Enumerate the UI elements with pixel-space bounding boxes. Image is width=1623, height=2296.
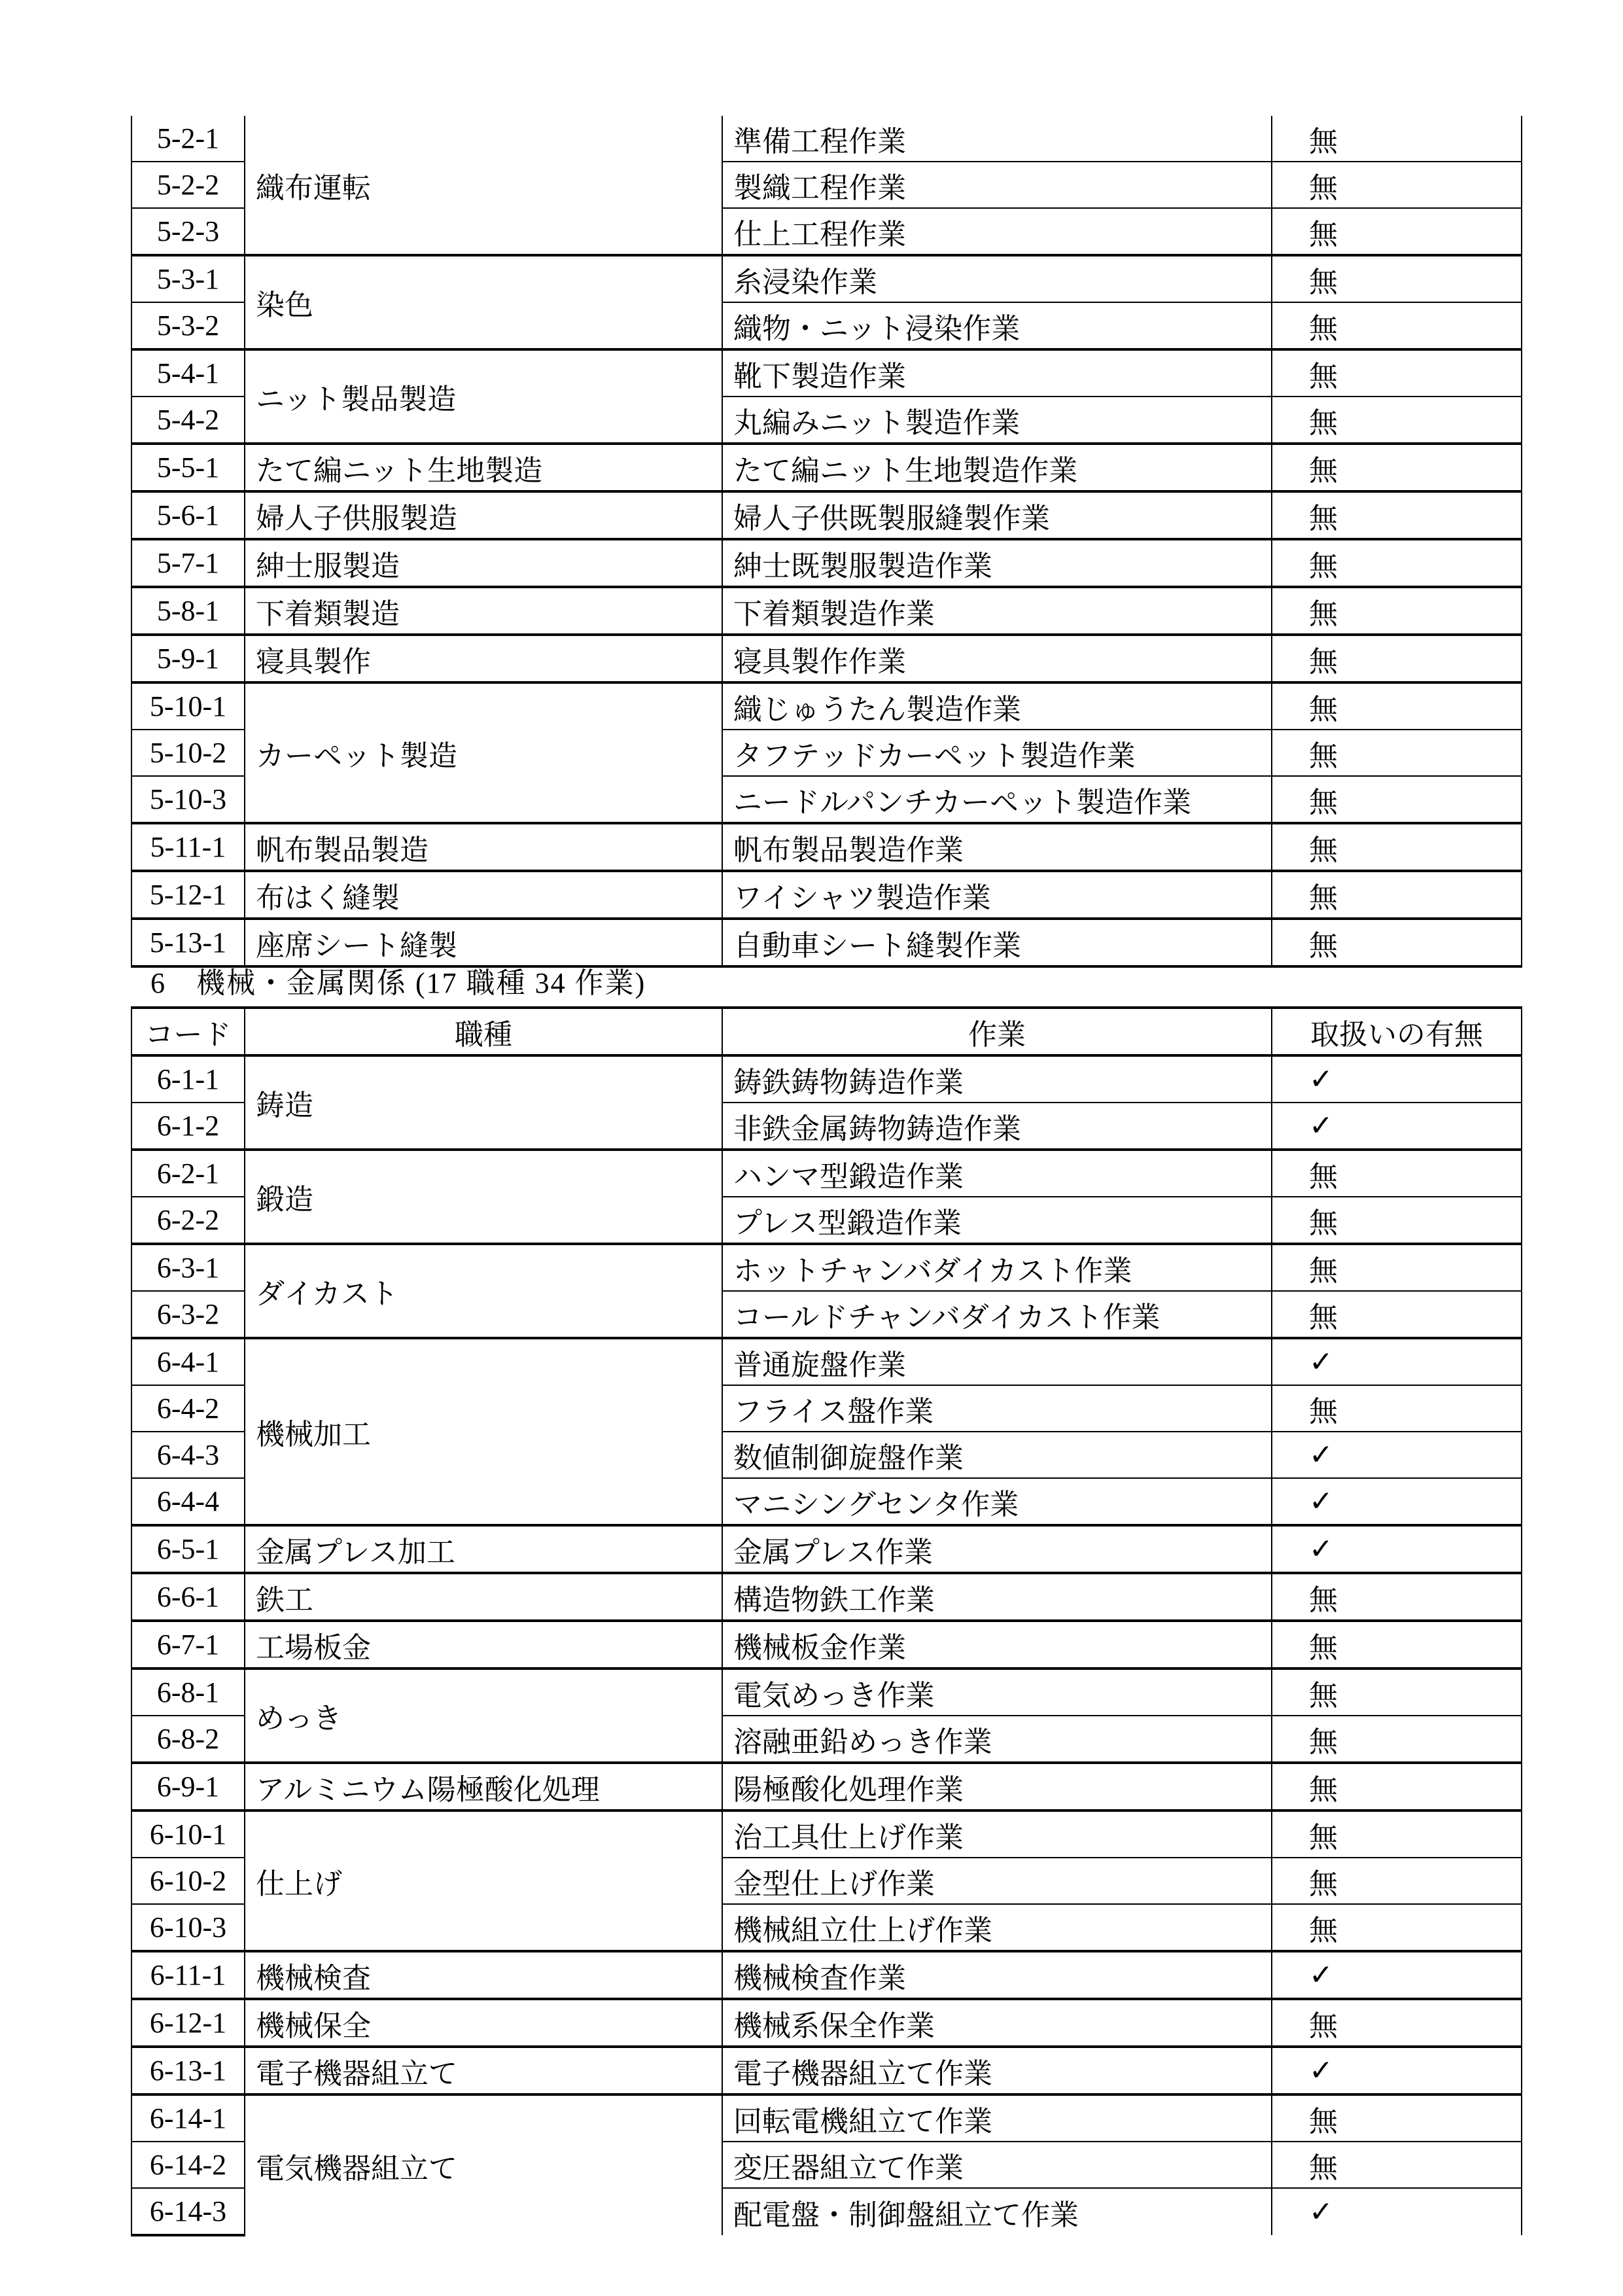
availability-cell: [1272, 1103, 1522, 1150]
availability-cell: 無: [1272, 1810, 1522, 1858]
job-cell: 金属プレス加工: [245, 1525, 722, 1573]
code-cell: 6-10-1: [131, 1810, 245, 1858]
table-row: [131, 1763, 1522, 1810]
availability-cell: [1272, 1055, 1522, 1103]
work-cell: 機械系保全作業: [722, 1999, 1272, 2047]
code-cell: 6-7-1: [131, 1621, 245, 1669]
job-cell: 工場板金: [245, 1621, 722, 1669]
table-row: [131, 823, 1522, 871]
job-cell: 鉄工: [245, 1573, 722, 1621]
work-cell: 非鉄金属鋳物鋳造作業: [722, 1103, 1272, 1150]
job-cell: 紳士服製造: [245, 539, 722, 587]
job-cell: 座席シート縫製: [245, 919, 722, 966]
availability-cell: 無: [1272, 1244, 1522, 1291]
availability-cell: [1272, 1951, 1522, 1999]
work-cell: 普通旋盤作業: [722, 1338, 1272, 1385]
job-cell: カーペット製造: [245, 682, 722, 823]
table-row: [131, 871, 1522, 919]
work-cell: フライス盤作業: [722, 1385, 1272, 1432]
availability-cell: 無: [1272, 587, 1522, 635]
work-cell: 自動車シート縫製作業: [722, 919, 1272, 966]
table-row: [131, 1669, 1522, 1716]
code-cell: 5-2-2: [131, 162, 245, 208]
availability-cell: [1272, 2047, 1522, 2094]
code-cell: 5-11-1: [131, 823, 245, 871]
work-cell: 婦人子供既製服縫製作業: [722, 491, 1272, 539]
work-cell: 紳士既製服製造作業: [722, 539, 1272, 587]
availability-cell: [1272, 2188, 1522, 2235]
work-cell: 帆布製品製造作業: [722, 823, 1272, 871]
job-cell: 帆布製品製造: [245, 823, 722, 871]
availability-cell: 無: [1272, 1669, 1522, 1716]
table-row: [131, 1244, 1522, 1291]
check-icon: ✓: [1309, 1063, 1333, 1096]
table-row: [131, 491, 1522, 539]
work-cell: 変圧器組立て作業: [722, 2142, 1272, 2188]
availability-cell: 無: [1272, 1197, 1522, 1244]
work-cell: タフテッドカーペット製造作業: [722, 730, 1272, 776]
code-cell: 6-10-2: [131, 1858, 245, 1904]
section5-table-body: [131, 116, 1522, 966]
check-icon: ✓: [1309, 2195, 1333, 2229]
job-cell: 寝具製作: [245, 635, 722, 682]
check-icon: ✓: [1309, 2054, 1333, 2087]
job-cell: 機械保全: [245, 1999, 722, 2047]
table-row: [131, 2094, 1522, 2142]
job-cell: 染色: [245, 255, 722, 349]
code-cell: 6-2-1: [131, 1150, 245, 1197]
table-row: [131, 1999, 1522, 2047]
work-cell: 製織工程作業: [722, 162, 1272, 208]
table-row: [131, 682, 1522, 730]
section6-table-body: [131, 1055, 1522, 2235]
work-cell: 糸浸染作業: [722, 255, 1272, 302]
availability-cell: 無: [1272, 871, 1522, 919]
check-icon: ✓: [1309, 1345, 1333, 1379]
work-cell: 機械検査作業: [722, 1951, 1272, 1999]
code-cell: 6-3-2: [131, 1291, 245, 1338]
table-row: [131, 1951, 1522, 1999]
code-cell: 5-13-1: [131, 919, 245, 966]
job-cell: 電気機器組立て: [245, 2094, 722, 2235]
code-cell: 5-3-1: [131, 255, 245, 302]
section5-table: [131, 116, 1522, 968]
availability-cell: 無: [1272, 730, 1522, 776]
availability-cell: 無: [1272, 635, 1522, 682]
code-cell: 6-4-4: [131, 1478, 245, 1525]
availability-cell: 無: [1272, 1573, 1522, 1621]
work-cell: 金型仕上げ作業: [722, 1858, 1272, 1904]
job-cell: 電子機器組立て: [245, 2047, 722, 2094]
availability-cell: 無: [1272, 682, 1522, 730]
job-cell: 婦人子供服製造: [245, 491, 722, 539]
job-cell: ニット製品製造: [245, 349, 722, 444]
job-cell: 布はく縫製: [245, 871, 722, 919]
job-cell: たて編ニット生地製造: [245, 444, 722, 491]
availability-cell: 無: [1272, 491, 1522, 539]
code-cell: 6-2-2: [131, 1197, 245, 1244]
code-cell: 6-8-2: [131, 1716, 245, 1763]
code-cell: 5-8-1: [131, 587, 245, 635]
work-cell: 織じゅうたん製造作業: [722, 682, 1272, 730]
table-row: [131, 116, 1522, 162]
table-row: [131, 1150, 1522, 1197]
code-cell: 6-4-3: [131, 1432, 245, 1478]
availability-cell: [1272, 1338, 1522, 1385]
code-cell: 6-9-1: [131, 1763, 245, 1810]
header-work: 作業: [722, 1008, 1272, 1055]
availability-cell: 無: [1272, 2142, 1522, 2188]
work-cell: コールドチャンバダイカスト作業: [722, 1291, 1272, 1338]
check-icon: ✓: [1309, 1958, 1333, 1992]
work-cell: 機械組立仕上げ作業: [722, 1904, 1272, 1951]
code-cell: 5-6-1: [131, 491, 245, 539]
table-row: [131, 1621, 1522, 1669]
work-cell: 金属プレス作業: [722, 1525, 1272, 1573]
availability-cell: 無: [1272, 776, 1522, 823]
header-code: コード: [131, 1008, 245, 1055]
work-cell: 電子機器組立て作業: [722, 2047, 1272, 2094]
work-cell: プレス型鍛造作業: [722, 1197, 1272, 1244]
availability-cell: 無: [1272, 208, 1522, 255]
code-cell: 5-4-1: [131, 349, 245, 397]
table-row: [131, 539, 1522, 587]
work-cell: 機械板金作業: [722, 1621, 1272, 1669]
availability-cell: 無: [1272, 116, 1522, 162]
work-cell: 丸編みニット製造作業: [722, 397, 1272, 444]
code-cell: 5-2-1: [131, 116, 245, 162]
check-icon: ✓: [1309, 1109, 1333, 1142]
job-cell: 織布運転: [245, 116, 722, 255]
availability-cell: [1272, 1525, 1522, 1573]
job-cell: 仕上げ: [245, 1810, 722, 1951]
work-cell: 配電盤・制御盤組立て作業: [722, 2188, 1272, 2235]
availability-cell: 無: [1272, 1150, 1522, 1197]
work-cell: 回転電機組立て作業: [722, 2094, 1272, 2142]
table-header-row: [131, 1008, 1522, 1055]
header-job: 職種: [245, 1008, 722, 1055]
code-cell: 6-4-1: [131, 1338, 245, 1385]
work-cell: 仕上工程作業: [722, 208, 1272, 255]
availability-cell: 無: [1272, 302, 1522, 349]
job-cell: アルミニウム陽極酸化処理: [245, 1763, 722, 1810]
table-row: [131, 635, 1522, 682]
code-cell: 5-4-2: [131, 397, 245, 444]
work-cell: ハンマ型鍛造作業: [722, 1150, 1272, 1197]
work-cell: たて編ニット生地製造作業: [722, 444, 1272, 491]
code-cell: 5-2-3: [131, 208, 245, 255]
table-row: [131, 1055, 1522, 1103]
availability-cell: 無: [1272, 397, 1522, 444]
code-cell: 6-8-1: [131, 1669, 245, 1716]
work-cell: 構造物鉄工作業: [722, 1573, 1272, 1621]
availability-cell: 無: [1272, 1291, 1522, 1338]
availability-cell: [1272, 1478, 1522, 1525]
availability-cell: 無: [1272, 539, 1522, 587]
table-row: [131, 349, 1522, 397]
code-cell: 6-1-2: [131, 1103, 245, 1150]
availability-cell: 無: [1272, 1716, 1522, 1763]
check-icon: ✓: [1309, 1438, 1333, 1472]
work-cell: 数値制御旋盤作業: [722, 1432, 1272, 1478]
code-cell: 6-3-1: [131, 1244, 245, 1291]
code-cell: 6-4-2: [131, 1385, 245, 1432]
code-cell: 5-10-2: [131, 730, 245, 776]
availability-cell: 無: [1272, 162, 1522, 208]
work-cell: 織物・ニット浸染作業: [722, 302, 1272, 349]
work-cell: 下着類製造作業: [722, 587, 1272, 635]
code-cell: 6-14-3: [131, 2188, 245, 2235]
work-cell: 鋳鉄鋳物鋳造作業: [722, 1055, 1272, 1103]
availability-cell: 無: [1272, 1385, 1522, 1432]
job-cell: 機械加工: [245, 1338, 722, 1525]
work-cell: マニシングセンタ作業: [722, 1478, 1272, 1525]
code-cell: 5-3-2: [131, 302, 245, 349]
work-cell: ニードルパンチカーペット製造作業: [722, 776, 1272, 823]
section6-table: [131, 1006, 1522, 2236]
availability-cell: 無: [1272, 255, 1522, 302]
availability-cell: 無: [1272, 444, 1522, 491]
table-row: [131, 255, 1522, 302]
check-icon: ✓: [1309, 1532, 1333, 1566]
code-cell: 6-1-1: [131, 1055, 245, 1103]
code-cell: 5-12-1: [131, 871, 245, 919]
availability-cell: 無: [1272, 349, 1522, 397]
code-cell: 6-13-1: [131, 2047, 245, 2094]
code-cell: 5-10-3: [131, 776, 245, 823]
code-cell: 5-7-1: [131, 539, 245, 587]
code-cell: 5-9-1: [131, 635, 245, 682]
code-cell: 6-12-1: [131, 1999, 245, 2047]
availability-cell: 無: [1272, 2094, 1522, 2142]
work-cell: 治工具仕上げ作業: [722, 1810, 1272, 1858]
table-row: [131, 444, 1522, 491]
code-cell: 6-6-1: [131, 1573, 245, 1621]
availability-cell: 無: [1272, 1999, 1522, 2047]
work-cell: ワイシャツ製造作業: [722, 871, 1272, 919]
availability-cell: [1272, 1432, 1522, 1478]
table-row: [131, 1525, 1522, 1573]
code-cell: 6-11-1: [131, 1951, 245, 1999]
table-row: [131, 1573, 1522, 1621]
work-cell: 準備工程作業: [722, 116, 1272, 162]
code-cell: 6-14-1: [131, 2094, 245, 2142]
availability-cell: 無: [1272, 919, 1522, 966]
code-cell: 6-5-1: [131, 1525, 245, 1573]
job-cell: めっき: [245, 1669, 722, 1763]
work-cell: ホットチャンバダイカスト作業: [722, 1244, 1272, 1291]
code-cell: 5-10-1: [131, 682, 245, 730]
availability-cell: 無: [1272, 1763, 1522, 1810]
check-icon: ✓: [1309, 1485, 1333, 1518]
table-row: [131, 1810, 1522, 1858]
availability-cell: 無: [1272, 1858, 1522, 1904]
job-cell: 下着類製造: [245, 587, 722, 635]
availability-cell: 無: [1272, 823, 1522, 871]
availability-cell: 無: [1272, 1904, 1522, 1951]
job-cell: 鋳造: [245, 1055, 722, 1150]
availability-cell: 無: [1272, 1621, 1522, 1669]
section-title: 6 機械・金属関係 (17 職種 34 作業): [150, 967, 646, 999]
work-cell: 陽極酸化処理作業: [722, 1763, 1272, 1810]
job-cell: 鍛造: [245, 1150, 722, 1244]
table-row: [131, 587, 1522, 635]
work-cell: 電気めっき作業: [722, 1669, 1272, 1716]
table-row: [131, 2047, 1522, 2094]
code-cell: 6-10-3: [131, 1904, 245, 1951]
job-cell: ダイカスト: [245, 1244, 722, 1338]
code-cell: 6-14-2: [131, 2142, 245, 2188]
work-cell: 溶融亜鉛めっき作業: [722, 1716, 1272, 1763]
work-cell: 靴下製造作業: [722, 349, 1272, 397]
header-availability: 取扱いの有無: [1272, 1008, 1522, 1055]
job-cell: 機械検査: [245, 1951, 722, 1999]
work-cell: 寝具製作作業: [722, 635, 1272, 682]
table-row: [131, 1338, 1522, 1385]
code-cell: 5-5-1: [131, 444, 245, 491]
